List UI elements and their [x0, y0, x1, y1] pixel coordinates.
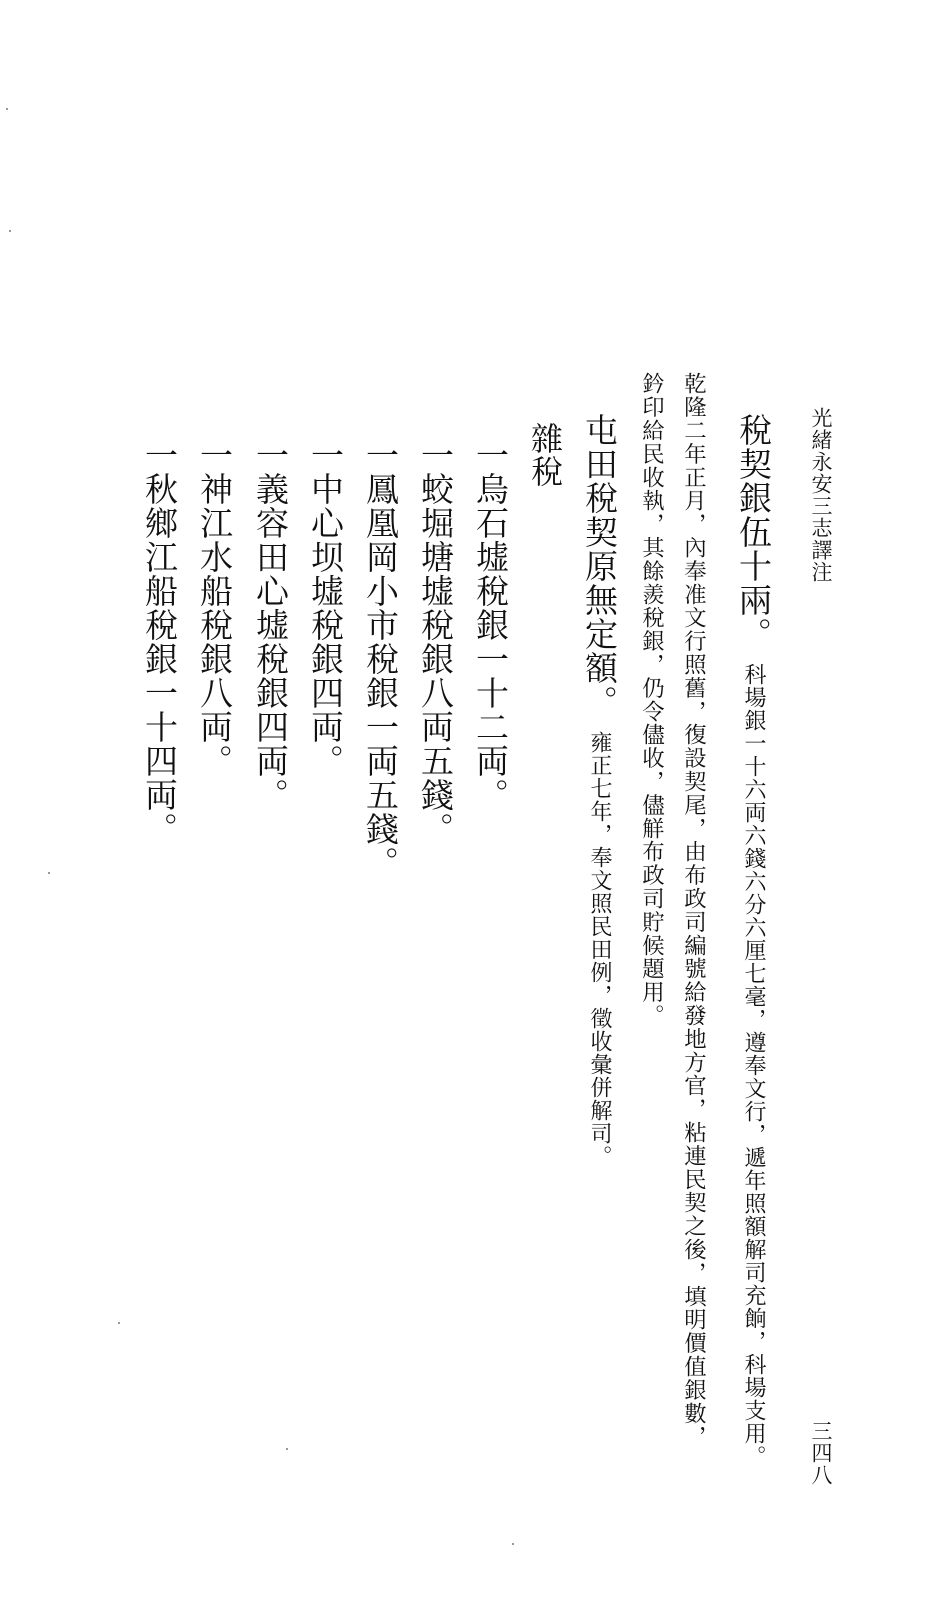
qianlong-note-line-2: 鈐印給民收執，其餘羨稅銀，仍令儘收，儘觧布政司貯候題用。: [638, 372, 665, 1028]
list-item: 一秋鄉江船稅銀一十四両。: [140, 438, 179, 846]
scan-speck: [118, 1322, 120, 1324]
list-item: 一神江水船稅銀八両。: [195, 438, 234, 778]
list-item: 一烏石墟稅銀一十二両。: [471, 438, 510, 812]
tuntian-entry: [580, 413, 619, 1168]
list-item: 一中心坝墟稅銀四両。: [306, 438, 345, 778]
tax-contract-main: 稅契銀伍十兩。: [734, 413, 773, 651]
scan-speck: [9, 230, 11, 232]
list-item: 一義容田心墟稅銀四両。: [251, 438, 290, 812]
tax-contract-note: 科場銀一十六両六錢六分六厘七毫，遵奉文行，遞年照額解司充餉，科場支用。: [741, 663, 766, 1468]
list-item: 一蛟堀塘墟稅銀八両五錢。: [416, 438, 455, 846]
scan-speck: [512, 1543, 514, 1545]
qianlong-note-line-1: 乾隆二年正月，內奉准文行照舊，復設契尾，由布政司編號給發地方官，粘連民契之後，填明價值銀數，: [680, 372, 707, 1449]
scan-speck: [48, 872, 50, 874]
tuntian-note: 雍正七年，奉文照民田例，徵收彙併解司。: [587, 731, 612, 1168]
tuntian-main: 屯田稅契原無定額。: [580, 413, 619, 719]
list-item: 一鳳凰岡小市稅銀一両五錢。: [361, 438, 400, 880]
scan-speck: [286, 1448, 288, 1450]
misc-tax-heading: 雜稅: [526, 422, 564, 488]
tax-contract-entry: [734, 413, 773, 1468]
book-title: 光緒永安三志譯注: [809, 407, 833, 583]
scan-speck: [6, 108, 8, 110]
page-number: 三四八: [809, 1420, 833, 1486]
